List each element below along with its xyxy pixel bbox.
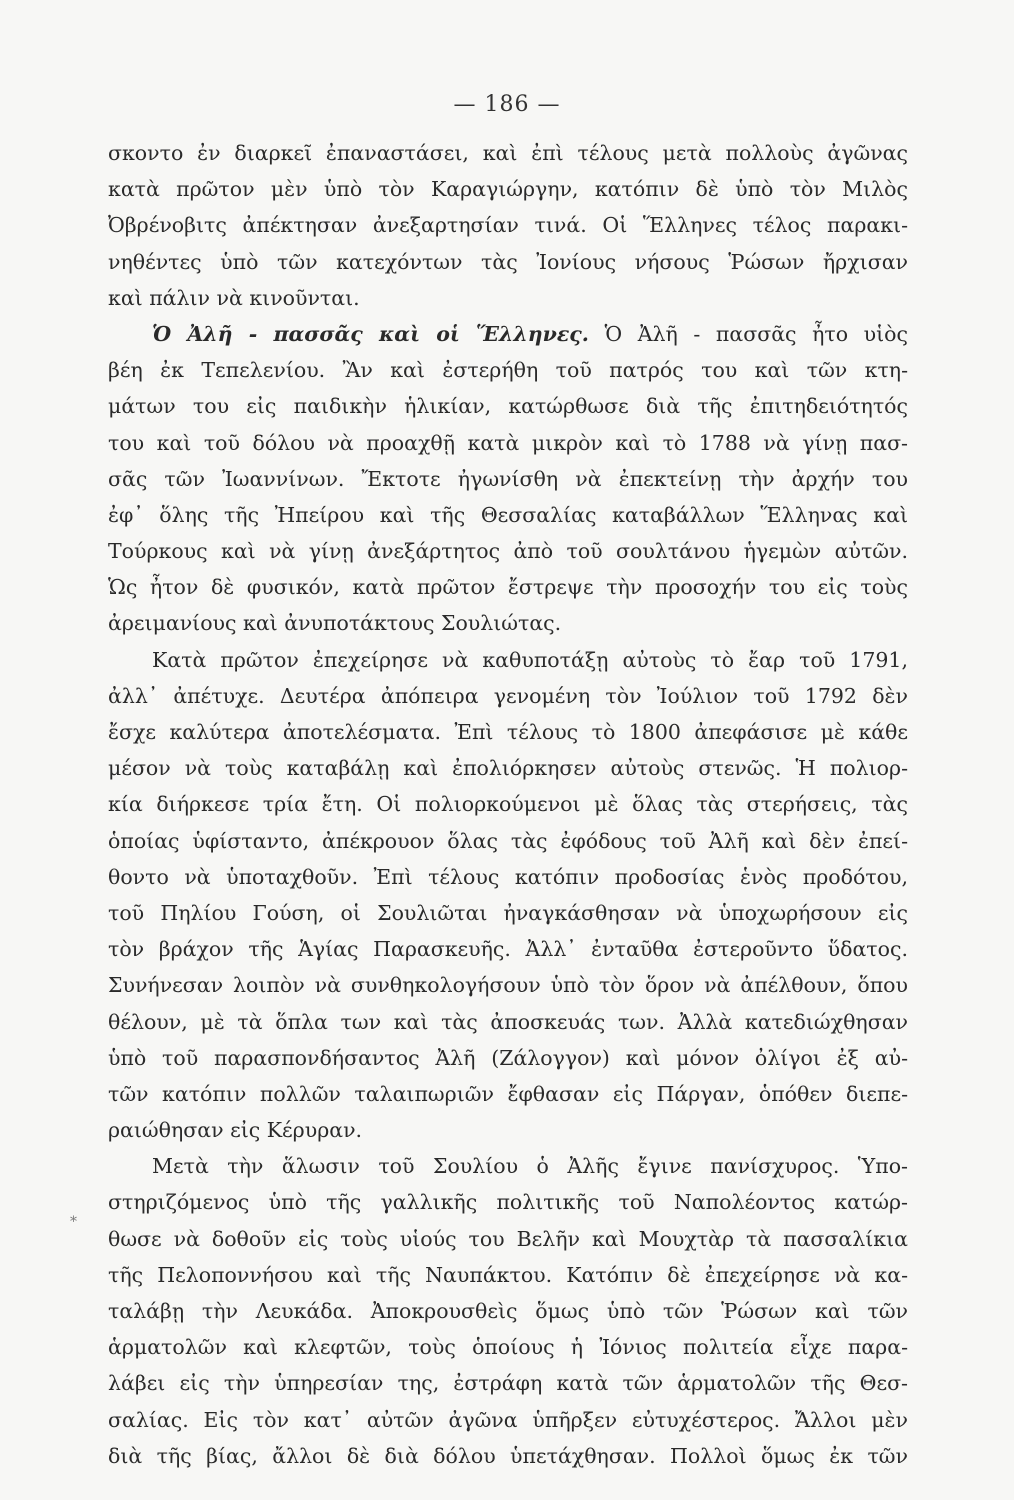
text-line: τῶν κατόπιν πολλῶν ταλαιπωριῶν ἔφθασαν εἰς Πάργαν, ὁπόθεν διεπε-: [108, 1081, 908, 1106]
text-line: θωσε νὰ δοθοῦν εἰς τοὺς υἱούς του Βελῆν καὶ Μουχτὰρ τὰ πασσαλίκια: [108, 1226, 908, 1251]
text-line: ταλάβῃ τὴν Λευκάδα. Ἀποκρουσθεὶς ὅμως ὑπὸ τῶν Ῥώσων καὶ τῶν: [108, 1299, 908, 1323]
text-line: Τούρκους καὶ νὰ γίνῃ ἀνεξάρτητος ἀπὸ τοῦ σουλτάνου ἡγεμὼν αὐτῶν.: [108, 539, 908, 564]
text-line: καὶ πάλιν νὰ κινοῦνται.: [108, 285, 360, 310]
text-line: ὁποίας ὑφίσταντο, ἀπέκρουον ὅλας τὰς ἐφόδους τοῦ Ἀλῆ καὶ δὲν ἐπεί-: [108, 828, 908, 853]
section-heading-line: [108, 316, 908, 352]
text-line: σαλίας. Εἰς τὸν κατ᾽ αὐτῶν ἀγῶνα ὑπῆρξεν εὐτυχέστερος. Ἄλλοι μὲν: [108, 1407, 908, 1432]
text-line: σᾶς τῶν Ἰωαννίνων. Ἔκτοτε ἠγωνίσθη νὰ ἐπεκτείνῃ τὴν ἀρχήν του: [108, 466, 908, 491]
text-line: ἀλλ᾽ ἀπέτυχε. Δευτέρα ἀπόπειρα γενομένη τὸν Ἰούλιον τοῦ 1792 δὲν: [108, 683, 908, 708]
section-heading: Ὁ Ἀλῆ - πασσᾶς καὶ οἱ Ἕλληνες.: [152, 321, 589, 346]
body-text: [108, 135, 908, 1474]
text-line: θοντο νὰ ὑποταχθοῦν. Ἐπὶ τέλους κατόπιν προδοσίας ἑνὸς προδότου,: [108, 864, 908, 889]
heading-continuation: Ὁ Ἀλῆ - πασσᾶς ἦτο υἱὸς: [588, 321, 908, 346]
text-line: του καὶ τοῦ δόλου νὰ προαχθῇ κατὰ μικρὸν καὶ τὸ 1788 νὰ γίνῃ πασ-: [108, 430, 908, 455]
text-line: νηθέντες ὑπὸ τῶν κατεχόντων τὰς Ἰονίους νήσους Ῥώσων ἤρχισαν: [108, 249, 908, 274]
text-line: Ὀβρένοβιτς ἀπέκτησαν ἀνεξαρτησίαν τινά. Οἱ Ἕλληνες τέλος παρακι-: [108, 213, 908, 238]
text-line: ἀρειμανίους καὶ ἀνυποτάκτους Σουλιώτας.: [108, 611, 562, 636]
text-line: σκοντο ἐν διαρκεῖ ἐπαναστάσει, καὶ ἐπὶ τέλους μετὰ πολλοὺς ἀγῶνας: [108, 141, 908, 165]
printing-speck: *: [70, 1214, 77, 1230]
text-line: ἁρματολῶν καὶ κλεφτῶν, τοὺς ὁποίους ἡ Ἰόνιος πολιτεία εἶχε παρα-: [108, 1335, 908, 1360]
text-line: Συνήνεσαν λοιπὸν νὰ συνθηκολογήσουν ὑπὸ τὸν ὅρον νὰ ἀπέλθουν, ὅπου: [108, 973, 908, 998]
text-line: μέσον νὰ τοὺς καταβάλῃ καὶ ἐπολιόρκησεν αὐτοὺς στενῶς. Ἡ πολιορ-: [108, 756, 908, 781]
text-line: κία διήρκεσε τρία ἔτη. Οἱ πολιορκούμενοι μὲ ὅλας τὰς στερήσεις, τὰς: [108, 792, 908, 817]
text-line: ἐφ᾽ ὅλης τῆς Ἠπείρου καὶ τῆς Θεσσαλίας καταβάλλων Ἕλληνας καὶ: [108, 502, 908, 527]
text-line: τῆς Πελοποννήσου καὶ τῆς Ναυπάκτου. Κατόπιν δὲ ἐπεχείρησε νὰ κα-: [108, 1262, 908, 1287]
text-line: τὸν βράχον τῆς Ἁγίας Παρασκευῆς. Ἀλλ᾽ ἐνταῦθα ἐστεροῦντο ὕδατος.: [108, 937, 908, 962]
text-line: λάβει εἰς τὴν ὑπηρεσίαν της, ἐστράφη κατὰ τῶν ἁρματολῶν τῆς Θεσ-: [108, 1371, 908, 1396]
text-line: μάτων του εἰς παιδικὴν ἡλικίαν, κατώρθωσε διὰ τῆς ἐπιτηδειότητός: [108, 394, 908, 419]
text-line: θέλουν, μὲ τὰ ὅπλα των καὶ τὰς ἀποσκευάς των. Ἀλλὰ κατεδιώχθησαν: [108, 1009, 908, 1034]
text-line: κατὰ πρῶτον μὲν ὑπὸ τὸν Καραγιώργην, κατόπιν δὲ ὑπὸ τὸν Μιλὸς: [108, 177, 908, 202]
text-line: βέη ἐκ Τεπελενίου. Ἂν καὶ ἐστερήθη τοῦ πατρός του καὶ τῶν κτη-: [108, 358, 908, 383]
text-line: ὑπὸ τοῦ παρασπονδήσαντος Ἀλῆ (Ζάλογγον) καὶ μόνον ὀλίγοι ἐξ αὐ-: [108, 1045, 908, 1070]
text-line: διὰ τῆς βίας, ἄλλοι δὲ διὰ δόλου ὑπετάχθησαν. Πολλοὶ ὅμως ἐκ τῶν: [108, 1443, 908, 1468]
text-line: Ὡς ἦτον δὲ φυσικόν, κατὰ πρῶτον ἔστρεψε τὴν προσοχήν του εἰς τοὺς: [108, 575, 908, 600]
text-line: ἔσχε καλύτερα ἀποτελέσματα. Ἐπὶ τέλους τὸ 1800 ἀπεφάσισε μὲ κάθε: [108, 720, 908, 744]
text-line: Μετὰ τὴν ἅλωσιν τοῦ Σουλίου ὁ Ἀλῆς ἔγινε πανίσχυρος. Ὑπο-: [152, 1154, 908, 1179]
page-number: — 186 —: [453, 92, 561, 117]
text-line: τοῦ Πηλίου Γούση, οἱ Σουλιῶται ἠναγκάσθησαν νὰ ὑποχωρήσουν εἰς: [108, 900, 908, 925]
text-line: ραιώθησαν εἰς Κέρυραν.: [108, 1118, 363, 1143]
text-line: Κατὰ πρῶτον ἐπεχείρησε νὰ καθυποτάξῃ αὐτοὺς τὸ ἔαρ τοῦ 1791,: [152, 647, 908, 672]
text-line: στηριζόμενος ὑπὸ τῆς γαλλικῆς πολιτικῆς τοῦ Ναπολέοντος κατώρ-: [108, 1190, 908, 1215]
